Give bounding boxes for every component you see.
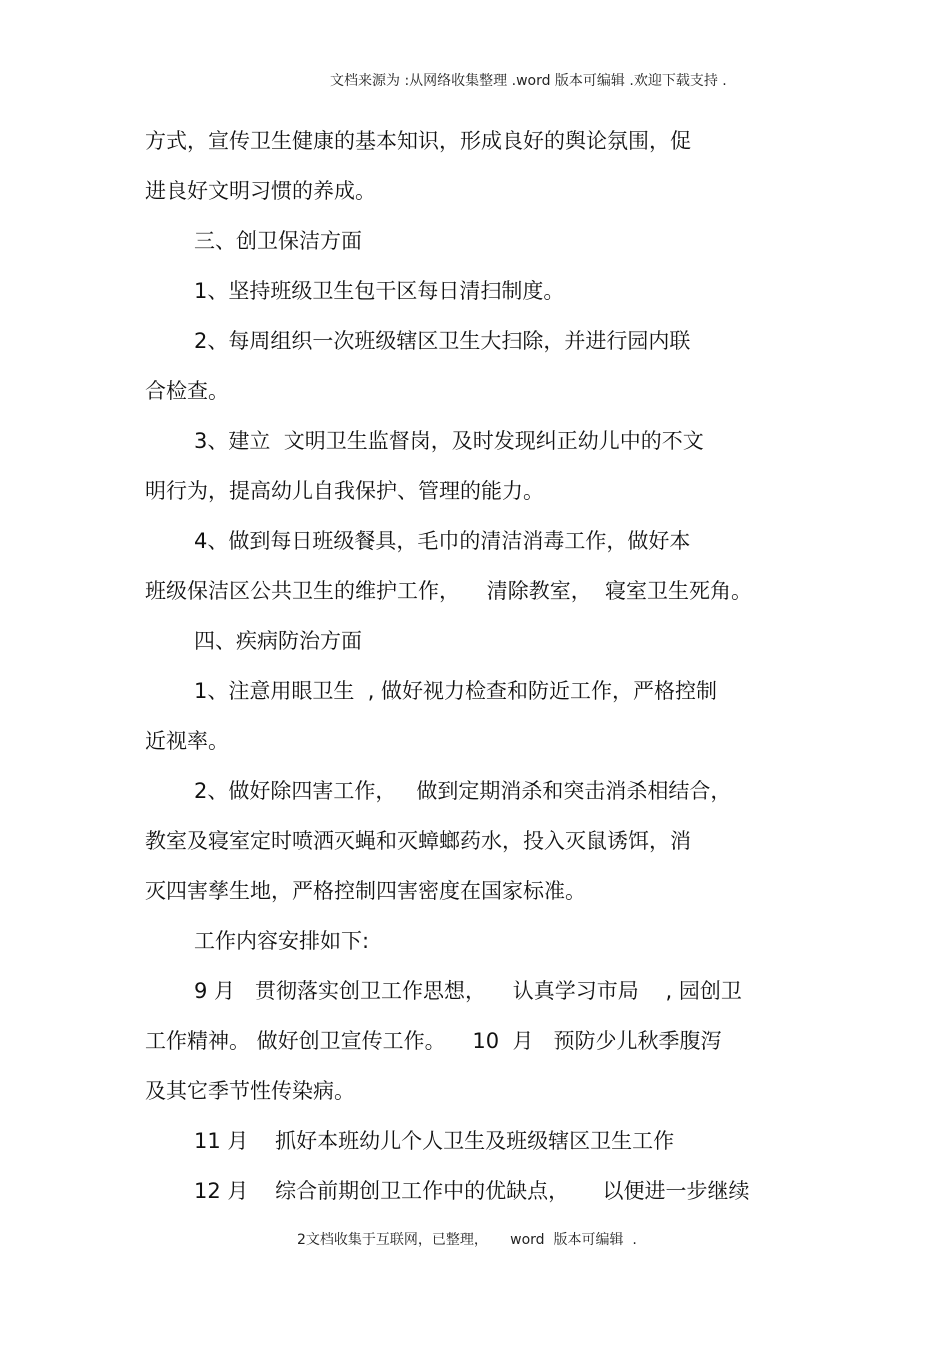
body-line: 灭四害孳生地，严格控制四害密度在国家标准。 <box>145 879 586 903</box>
body-line: 4、做到每日班级餐具，毛巾的清洁消毒工作，做好本 <box>194 529 691 553</box>
body-line: 1、坚持班级卫生包干区每日清扫制度。 <box>194 279 565 303</box>
body-line: 2、做好除四害工作， 做到定期消杀和突击消杀相结合， <box>194 779 732 803</box>
body-line: 明行为，提高幼儿自我保护、管理的能力。 <box>145 479 544 503</box>
section-heading: 四、疾病防治方面 <box>194 629 362 653</box>
body-line: 教室及寝室定时喷洒灭蝇和灭蟑螂药水，投入灭鼠诱饵，消 <box>145 829 691 853</box>
page-header: 文档来源为 :从网络收集整理 .word 版本可编辑 .欢迎下载支持 . <box>330 73 727 89</box>
body-line: 工作内容安排如下: <box>194 929 370 953</box>
body-line: 12 月 综合前期创卫工作中的优缺点， 以便进一步继续 <box>194 1179 750 1203</box>
body-line: 进良好文明习惯的养成。 <box>145 179 376 203</box>
body-line: 2、每周组织一次班级辖区卫生大扫除，并进行园内联 <box>194 329 691 353</box>
body-line: 工作精神。 做好创卫宣传工作。 10 月 预防少儿秋季腹泻 <box>145 1029 722 1053</box>
body-line: 11 月 抓好本班幼儿个人卫生及班级辖区卫生工作 <box>194 1129 675 1153</box>
body-line: 近视率。 <box>145 729 229 753</box>
page-footer: 2文档收集于互联网，已整理， word 版本可编辑 . <box>297 1232 637 1248</box>
body-line: 1、注意用眼卫生 , 做好视力检查和防近工作，严格控制 <box>194 679 718 703</box>
body-line: 班级保洁区公共卫生的维护工作， 清除教室， 寝室卫生死角。 <box>145 579 753 603</box>
body-line: 3、建立 文明卫生监督岗，及时发现纠正幼儿中的不文 <box>194 429 704 453</box>
section-heading: 三、创卫保洁方面 <box>194 229 362 253</box>
body-line: 及其它季节性传染病。 <box>145 1079 355 1103</box>
body-line: 合检查。 <box>145 379 229 403</box>
body-line: 方式，宣传卫生健康的基本知识，形成良好的舆论氛围，促 <box>145 129 691 153</box>
body-line: 9 月 贯彻落实创卫工作思想， 认真学习市局 , 园创卫 <box>194 979 742 1003</box>
